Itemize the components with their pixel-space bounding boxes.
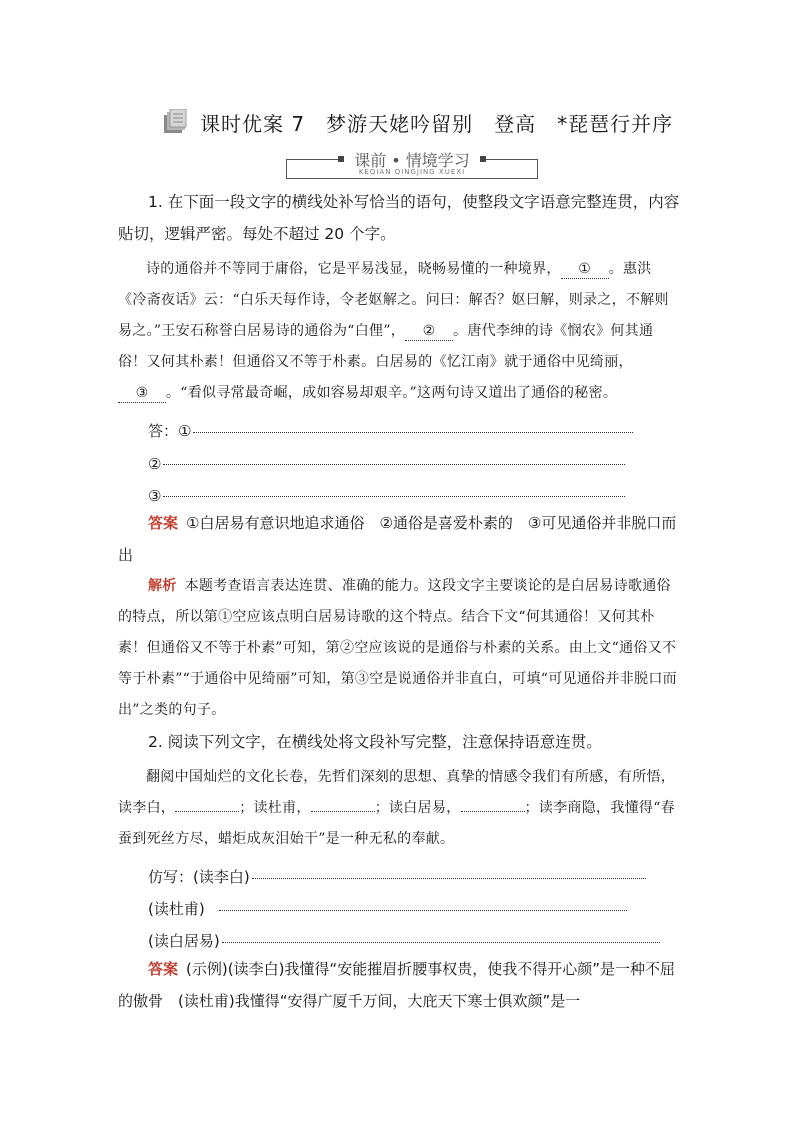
imitate-label-libai: 仿写：(读李白) [148, 868, 250, 886]
blank-2[interactable]: ② [405, 322, 453, 341]
question-1-answer: 答案 ①白居易有意识地追求通俗 ②通俗是喜爱朴素的 ③可见通俗并非脱口而出 [118, 514, 677, 564]
title-row [162, 104, 704, 140]
answer-line-2[interactable] [118, 441, 680, 473]
blank-baijuyi[interactable] [461, 811, 525, 812]
blank-dufu[interactable] [311, 811, 375, 812]
banner-frame-bottom [286, 178, 538, 179]
answer-line-1-rule[interactable] [193, 432, 633, 433]
question-1-analysis: 解析 本题考查语言表达连贯、准确的能力。这段文字主要谈论的是白居易诗歌通俗的特点，所以第①空应该点明白居易诗歌的这个特点。结合下文“何其通俗！又何其朴素！但通俗又不等于朴素”可知，第②空应该说的是通俗与朴素的关系。由上文“通俗又不等于朴素”“于通俗中见绮丽”可知，第③空是说通俗并非直白，可填“可见通俗并非脱口而出”之类的句子。 [118, 578, 677, 718]
imitate-rule-baijuyi[interactable] [222, 942, 660, 943]
book-icon [162, 109, 188, 135]
answer-line-2-label: ② [148, 455, 162, 473]
banner-line-left [286, 159, 338, 160]
question-1-passage: 诗的通俗并不等同于庸俗，它是平易浅显，晓畅易懂的一种境界， ① 。惠洪《冷斋夜话》云：“白乐天每作诗，令老妪解之。问曰：解否？妪曰解，则录之，不解则易之。”王安石称誉白居易诗的通俗为“白俚”， ② 。唐代李绅的诗《悯农》何其通俗！又何其朴素！但通俗又不等于朴素。白居易的《忆江南》就于通俗中见绮丽，③ 。“看似寻常最奇崛，成如容易却艰辛。”这两句诗又道出了通俗的秘密。 [118, 261, 669, 401]
answer-line-1[interactable] [118, 409, 680, 441]
main-content [118, 186, 680, 1017]
answer-line-3-rule[interactable] [163, 496, 625, 497]
imitate-rule-libai[interactable] [252, 878, 646, 879]
banner-line-right [486, 159, 538, 160]
imitate-line-libai[interactable] [118, 855, 680, 887]
question-1-prompt: 1. 在下面一段文字的横线处补写恰当的语句，使整段文字语意完整连贯，内容贴切，逻辑严密。每处不超过 20 个字。 [118, 193, 680, 243]
imitate-line-dufu[interactable] [118, 887, 680, 919]
analysis-label: 解析 [148, 578, 177, 594]
blank-libai[interactable] [175, 811, 239, 812]
section-title: 课前 • 情境学习 [354, 151, 470, 170]
answer-line-2-rule[interactable] [163, 464, 625, 465]
answer-label: 答案 [148, 514, 179, 532]
section-pinyin: KEQIAN QINGJING XUEXI [358, 168, 466, 176]
answer-line-3-label: ③ [148, 487, 162, 505]
section-banner [286, 148, 538, 182]
imitate-rule-dufu[interactable] [219, 910, 627, 911]
question-2-answer: 答案 (示例)(读李白)我懂得“安能摧眉折腰事权贵，使我不得开心颜”是一种不屈的傲骨 (读杜甫)我懂得“安得广厦千万间，大庇天下寒士俱欢颜”是一 [118, 960, 675, 1010]
answer-line-1-label: 答：① [148, 422, 192, 440]
blank-1[interactable]: ① [561, 260, 609, 279]
imitate-line-baijuyi[interactable] [118, 919, 680, 951]
blank-3[interactable]: ③ [118, 384, 166, 403]
question-2-passage: 翻阅中国灿烂的文化长卷，先哲们深刻的思想、真挚的情感令我们有所感，有所悟，读李白， ；读杜甫， ；读白居易， ；读李商隐，我懂得“春蚕到死丝方尽，蜡炬成灰泪始干”是一种无私的奉献。 [118, 769, 676, 847]
imitate-label-baijuyi: (读白居易) [148, 932, 220, 950]
imitate-label-dufu: (读杜甫) [148, 900, 205, 918]
question-2-prompt: 2. 阅读下列文字，在横线处将文段补写完整，注意保持语意连贯。 [148, 733, 602, 751]
answer-label-2: 答案 [148, 960, 179, 978]
banner-dot-left [338, 156, 344, 162]
answer-line-3[interactable] [118, 473, 680, 505]
page-title: 课时优案 7 梦游天姥吟留别 登高 *琵琶行并序 [200, 111, 674, 136]
